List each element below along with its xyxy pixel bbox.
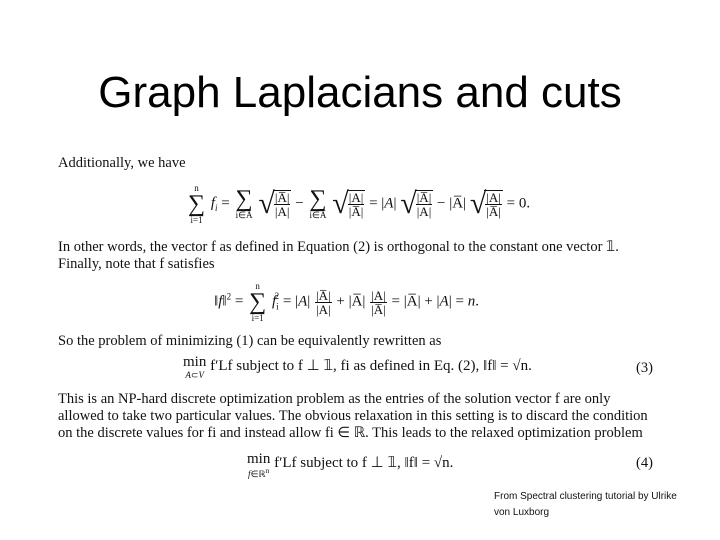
source-credit: From Spectral clustering tutorial by Ulrike von Luxborg (494, 491, 677, 518)
equation-4: min f∈ℝ$^n$ f′Lf subject to f ⊥ 𝟙, ‖f‖ = √n. (247, 451, 454, 479)
paragraph-additionally: Additionally, we have (58, 155, 186, 171)
equation-3: min A⊂V f′Lf subject to f ⊥ 𝟙, fi as defined in Eq. (2), ‖f‖ = √n. (183, 354, 532, 380)
slide-title: Graph Laplacians and cuts (98, 68, 622, 117)
paragraph-orthogonal: In other words, the vector f as defined in Equation (2) is orthogonal to the constant one vector 𝟙. Finally, note that f satisfies (58, 239, 619, 272)
equation-4-body: f′Lf subject to f ⊥ 𝟙, ‖f‖ = √n. (274, 455, 454, 471)
equation-sum-zero: n ∑ i=1 $f_i$ = ∑ i∈A √ $\frac{|A̅|}{|A|}$ − ∑ i∈A̅ √ $\frac{|A|}{|A̅|}$ = |A| √ $\frac{|A̅|}{|A|}$ − |A̅| √ $\frac{|A|}{|A̅|}$ = 0. (188, 183, 531, 225)
equation-3-body: f′Lf subject to f ⊥ 𝟙, fi as defined in Eq. (2), ‖f‖ = √n. (210, 358, 532, 374)
paragraph-rewritten: So the problem of minimizing (1) can be equivalently rewritten as (58, 333, 442, 349)
paragraph-np-hard: This is an NP-hard discrete optimization problem as the entries of the solution vector f are only allowed to take two particular values. The obvious relaxation in this setting is to discard the condition on the discrete values for fi and instead allow fi ∈ ℝ. This leads to the relaxed optimization problem (58, 391, 648, 441)
equation-norm: ‖f‖$^2$ = n ∑ i=1 $f_i^2 = |A|$ $\frac{|A̅|}{|A|}$ + |A̅| $\frac{|A|}{|A̅|}$ = |A̅| + |A| = n. (214, 281, 479, 323)
equation-4-number: (4) (636, 455, 653, 471)
equation-3-number: (3) (636, 360, 653, 376)
